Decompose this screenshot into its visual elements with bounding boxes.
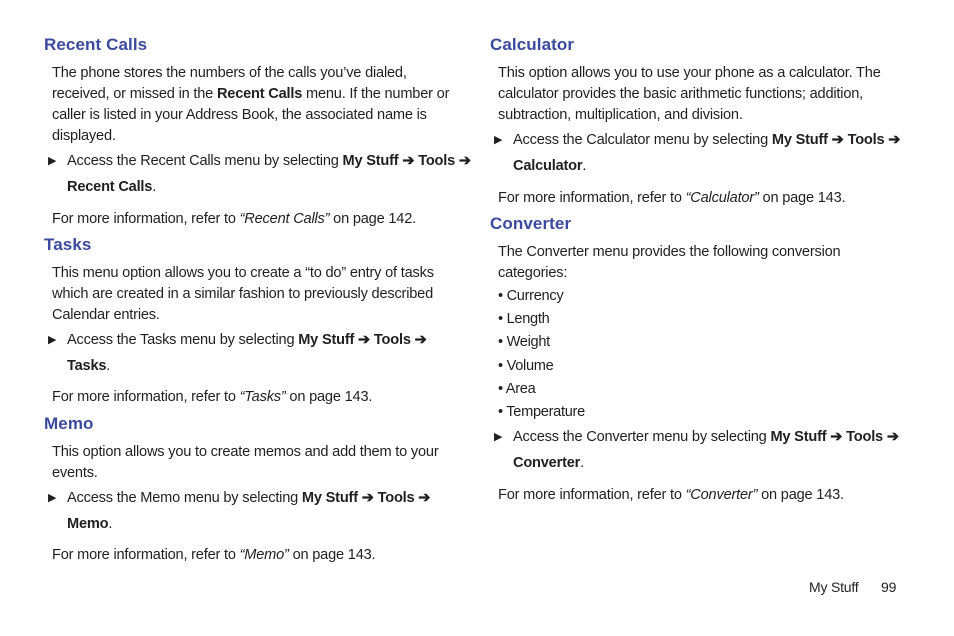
list-item: • Length <box>498 311 550 327</box>
converter-body: The Converter menu provides the following conversion categories: <box>498 244 841 281</box>
memo-body: This option allows you to create memos and add them to your events. <box>52 444 439 481</box>
memo-link[interactable]: “Memo” <box>239 547 289 563</box>
recent-calls-body: The phone stores the numbers of the calls you’ve dialed, received, or missed in the Recent Calls menu. If the number or caller is listed in your Address Book, the associated name is displayed. <box>52 65 450 144</box>
calculator-link[interactable]: “Calculator” <box>685 190 759 206</box>
calculator-body: This option allows you to use your phone as a calculator. The calculator provides the basic arithmetic functions; addition, subtraction, multiplication, and division. <box>498 65 881 123</box>
tasks-heading: Tasks <box>44 235 92 254</box>
menu-target: Tasks <box>67 358 107 374</box>
memo-reference: For more information, refer to “Memo” on page 143. <box>52 547 376 563</box>
list-item: • Temperature <box>498 404 585 420</box>
recent-calls-heading: Recent Calls <box>44 35 148 54</box>
tasks-reference: For more information, refer to “Tasks” on page 143. <box>52 389 373 405</box>
menu-path: My Stuff ➔ Tools ➔ <box>342 153 471 169</box>
list-item: • Currency <box>498 288 564 304</box>
calculator-reference: For more information, refer to “Calculator” on page 143. <box>498 190 846 206</box>
memo-heading: Memo <box>44 414 94 433</box>
step-arrow-icon: ▶ <box>48 492 57 504</box>
menu-path: My Stuff ➔ Tools ➔ <box>770 429 899 445</box>
menu-target: Calculator <box>513 158 583 174</box>
converter-reference: For more information, refer to “Converter” on page 143. <box>498 487 844 503</box>
recent-calls-link[interactable]: “Recent Calls” <box>239 211 330 227</box>
list-item: • Weight <box>498 334 550 350</box>
list-item: • Area <box>498 381 536 397</box>
tasks-body: This menu option allows you to create a “to do” entry of tasks which are created in a similar fashion to previously described Calendar entries. <box>52 265 434 323</box>
converter-link[interactable]: “Converter” <box>685 487 758 503</box>
footer-section-name: My Stuff <box>809 579 859 595</box>
step-arrow-icon: ▶ <box>48 334 57 346</box>
recent-calls-reference: For more information, refer to “Recent Calls” on page 142. <box>52 211 416 227</box>
menu-path: My Stuff ➔ Tools ➔ <box>771 132 901 148</box>
tasks-link[interactable]: “Tasks” <box>239 389 286 405</box>
converter-heading: Converter <box>490 214 572 233</box>
menu-target: Recent Calls <box>67 179 153 195</box>
menu-path: My Stuff ➔ Tools ➔ <box>298 332 427 348</box>
step-arrow-icon: ▶ <box>494 134 503 146</box>
page-number: 99 <box>881 579 897 595</box>
menu-target: Converter <box>513 455 581 471</box>
menu-path: My Stuff ➔ Tools ➔ <box>301 490 431 506</box>
menu-target: Memo <box>67 516 109 532</box>
list-item: • Volume <box>498 358 554 374</box>
calculator-heading: Calculator <box>490 35 575 54</box>
step-arrow-icon: ▶ <box>494 431 503 443</box>
step-arrow-icon: ▶ <box>48 155 57 167</box>
